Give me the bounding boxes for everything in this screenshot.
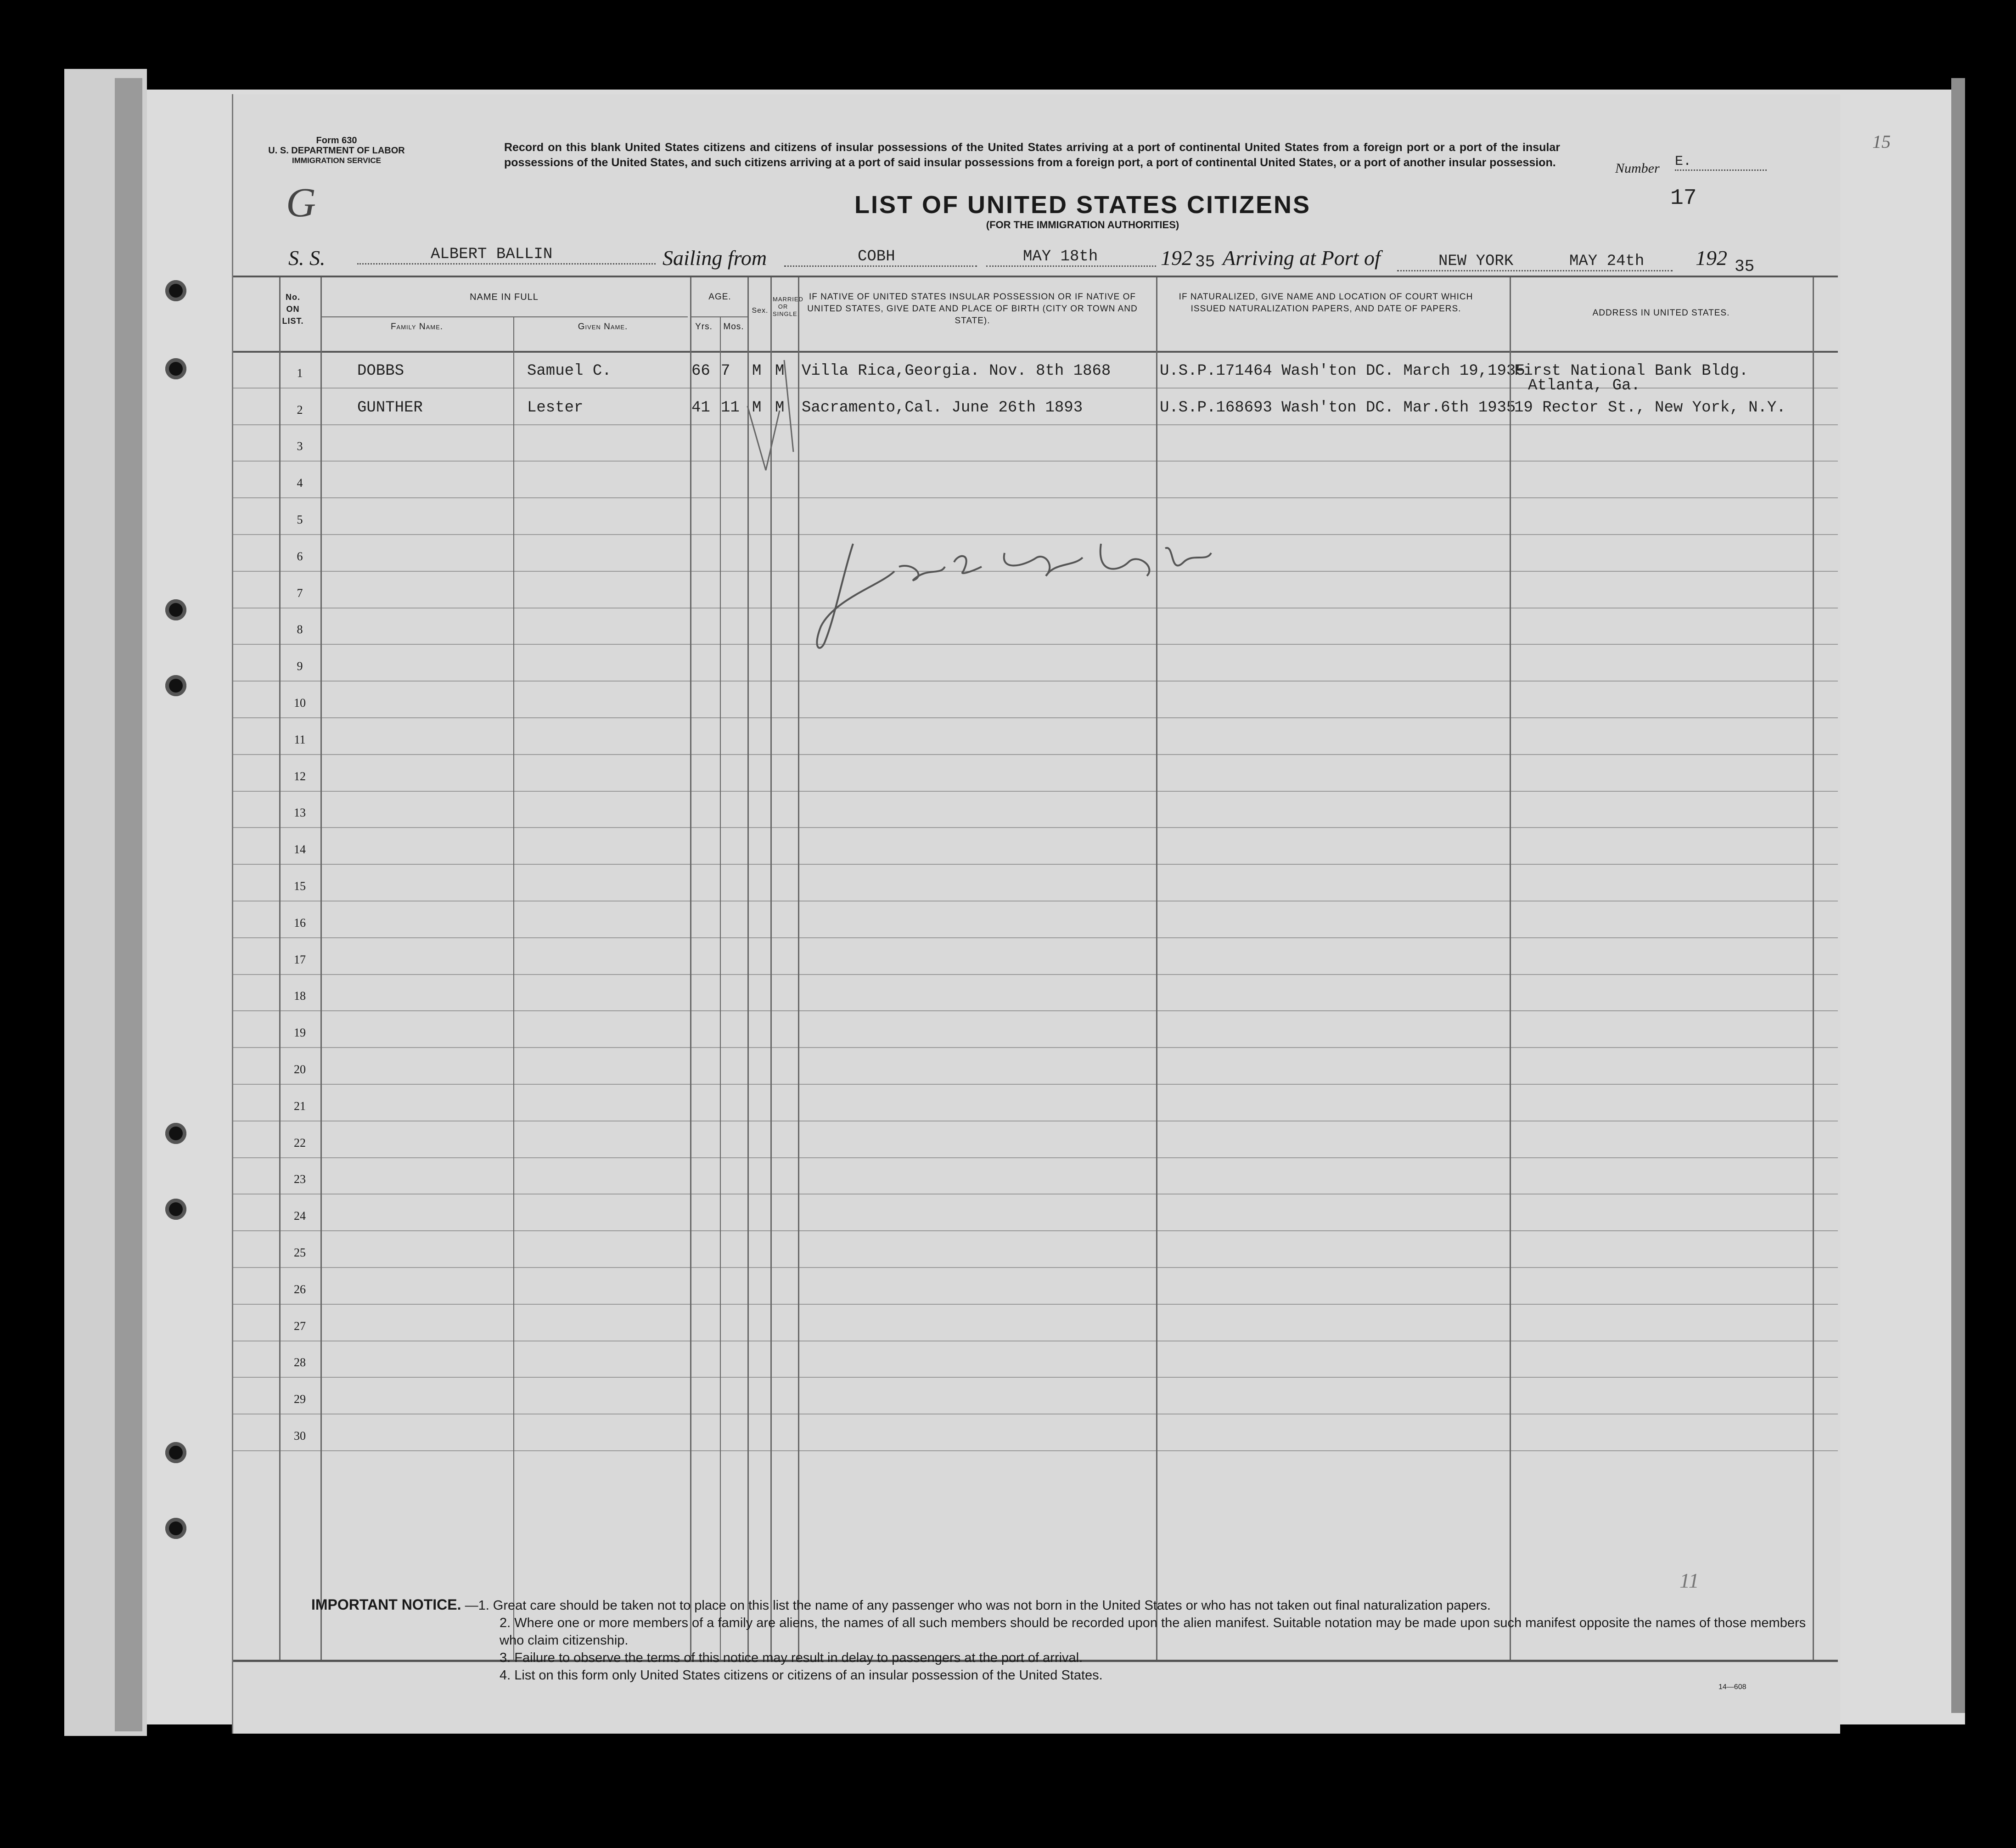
row-number: 29 [294,1392,306,1406]
ship-name: ALBERT BALLIN [357,246,656,265]
table-row [233,791,1838,792]
page-subtitle: (FOR THE IMMIGRATION AUTHORITIES) [986,219,1179,231]
punch-hole [165,280,186,301]
birth-info: Sacramento,Cal. June 26th 1893 [802,399,1083,417]
table-row [233,1230,1838,1231]
row-number: 20 [294,1063,306,1076]
table-row [233,1304,1838,1305]
header-no: No. ON LIST. [282,293,304,326]
arrival-year-prefix: 192 [1696,246,1727,270]
arrival-date: MAY 24th [1569,253,1645,270]
row-number: 27 [294,1319,306,1333]
notice-item-3: 3. Failure to observe the terms of this notice may result in delay to passengers at the port of arrival. [500,1651,1083,1665]
row-number: 28 [294,1356,306,1369]
us-address: 19 Rector St., New York, N.Y. [1514,399,1786,417]
row-number: 12 [294,769,306,783]
family-name: GUNTHER [357,399,423,417]
table-row [233,1450,1838,1451]
row-number: 24 [294,1209,306,1223]
row-number: 18 [294,989,306,1003]
row-number: 22 [294,1136,306,1149]
punch-hole [165,675,186,696]
page-edge [1951,78,1965,1713]
department-name: U. S. DEPARTMENT OF LABOR [268,146,405,156]
table-row [233,864,1838,865]
number-value: E. [1675,154,1767,171]
row-number: 17 [294,952,306,966]
naturalization-info: U.S.P.168693 Wash'ton DC. Mar.6th 1935 [1160,399,1516,417]
page-title: LIST OF UNITED STATES CITIZENS [854,191,1311,219]
us-address: First National Bank Bldg. [1514,362,1749,380]
header-naturalized: IF NATURALIZED, GIVE NAME AND LOCATION OF COURT WHICH ISSUED NATURALIZATION PAPERS, AND DATE OF PAPERS. [1179,292,1473,314]
row-number: 26 [294,1282,306,1296]
row-number: 19 [294,1026,306,1040]
punch-hole [165,1123,186,1144]
table-row [233,1047,1838,1048]
row-number: 11 [294,732,306,746]
sex: M [752,399,762,417]
service-name: IMMIGRATION SERVICE [292,156,381,165]
age-years: 66 [691,362,710,380]
family-name: DOBBS [357,362,404,380]
age-years: 41 [691,399,710,417]
arrival-year: 35 [1735,257,1755,276]
from-port: COBH [784,248,977,267]
age-months: 11 [721,399,740,417]
row-number: 4 [297,476,303,490]
corner-mark: 15 [1872,131,1891,152]
header-address: ADDRESS IN UNITED STATES. [1592,308,1730,318]
form-number: Form 630 [316,135,357,146]
table-row [233,497,1838,498]
notice-item-2: 2. Where one or more members of a family are aliens, the names of all such members should be recorded upon the alien manifest. Suitable notation may be made upon such manifest opposite the names of those members who claim citizenship. [500,1616,1806,1648]
row-number: 5 [297,513,303,526]
given-name: Samuel C. [527,362,612,380]
print-code: 14—608 [1718,1683,1746,1691]
ss-label: S. S. [288,246,326,270]
marital-status: M [775,362,785,380]
form-instruction: Record on this blank United States citizens and citizens of insular possessions of the United States arriving at a port of continental United States from a foreign port or a port of the insular possessions of the United States, and such citizens arriving at a port of said insular possessions from a foreign port, a port of continental United States, or a port of another insular possession. [504,141,1560,169]
row-number: 7 [297,586,303,600]
inspector-signature [807,535,1220,672]
row-number: 21 [294,1099,306,1113]
table-row [233,1157,1838,1158]
row-number: 30 [294,1429,306,1442]
table-row [233,1377,1838,1378]
marital-status: M [775,399,785,417]
arrival-port: NEW YORK [1397,253,1673,271]
table-row [233,827,1838,828]
header-mos: Mos. [723,322,744,332]
naturalization-info: U.S.P.171464 Wash'ton DC. March 19,1935 [1160,362,1525,380]
table-row [233,461,1838,462]
row-number: 1 [297,366,303,380]
citizen-list-form [232,94,1891,1734]
sex: M [752,362,762,380]
header-given-name: Given Name. [578,322,628,332]
header-family-name: Family Name. [390,322,444,332]
table-row [233,1010,1838,1011]
table-row [233,974,1838,975]
manifest-table [233,276,1838,1662]
check-mark [738,346,812,475]
row-number: 25 [294,1246,306,1259]
table-row [233,717,1838,718]
departure-year: 35 [1195,253,1215,271]
table-row [233,754,1838,755]
row-number: 16 [294,916,306,930]
header-sex: Sex. [752,307,769,315]
row-number: 8 [297,623,303,637]
binder-strip [115,78,142,1731]
row-number: 10 [294,696,306,710]
punch-hole [165,1518,186,1539]
table-row [233,681,1838,682]
table-row [233,937,1838,938]
important-notice [311,1596,1813,1684]
number-label: Number [1615,161,1660,176]
row-number: 6 [297,549,303,563]
handwritten-initial: G [286,180,316,225]
row-number: 14 [294,843,306,856]
table-row [233,1084,1838,1085]
punch-hole [165,358,186,379]
header-married: MARRIED OR SINGLE. [773,296,803,317]
notice-item-1: —1. Great care should be taken not to place on this list the name of any passenger who was not born in the United States or who has not taken out final naturalization papers. [465,1598,1491,1613]
arriving-label: Arriving at Port of [1223,246,1381,270]
us-address-line-2: Atlanta, Ga. [1528,377,1640,394]
table-row [233,424,1838,425]
page-number: 17 [1670,186,1697,211]
age-months: 7 [721,362,730,380]
row-number: 23 [294,1172,306,1186]
row-number: 13 [294,806,306,820]
birth-info: Villa Rica,Georgia. Nov. 8th 1868 [802,362,1111,380]
year-prefix: 192 [1161,246,1192,270]
punch-hole [165,1199,186,1220]
row-number: 9 [297,659,303,673]
row-number: 3 [297,439,303,453]
pencil-mark: 11 [1679,1569,1699,1592]
punch-hole [165,1442,186,1463]
table-row [233,1267,1838,1268]
notice-item-4: 4. List on this form only United States citizens or citizens of an insular possession of the United States. [500,1668,1103,1683]
header-yrs: Yrs. [695,322,713,332]
header-age: AGE. [708,292,731,302]
punch-hole [165,599,186,620]
row-number: 15 [294,879,306,893]
header-name-in-full: NAME IN FULL [470,292,539,302]
given-name: Lester [527,399,584,417]
header-birth: IF NATIVE OF UNITED STATES INSULAR POSSESSION OR IF NATIVE OF UNITED STATES, GIVE DATE AND PLACE OF BIRTH (CITY OR TOWN AND STATE). [807,292,1138,326]
row-number: 2 [297,403,303,417]
departure-date: MAY 18th [986,248,1156,267]
sailing-label: Sailing from [663,246,767,270]
notice-heading: IMPORTANT NOTICE. [311,1596,461,1613]
